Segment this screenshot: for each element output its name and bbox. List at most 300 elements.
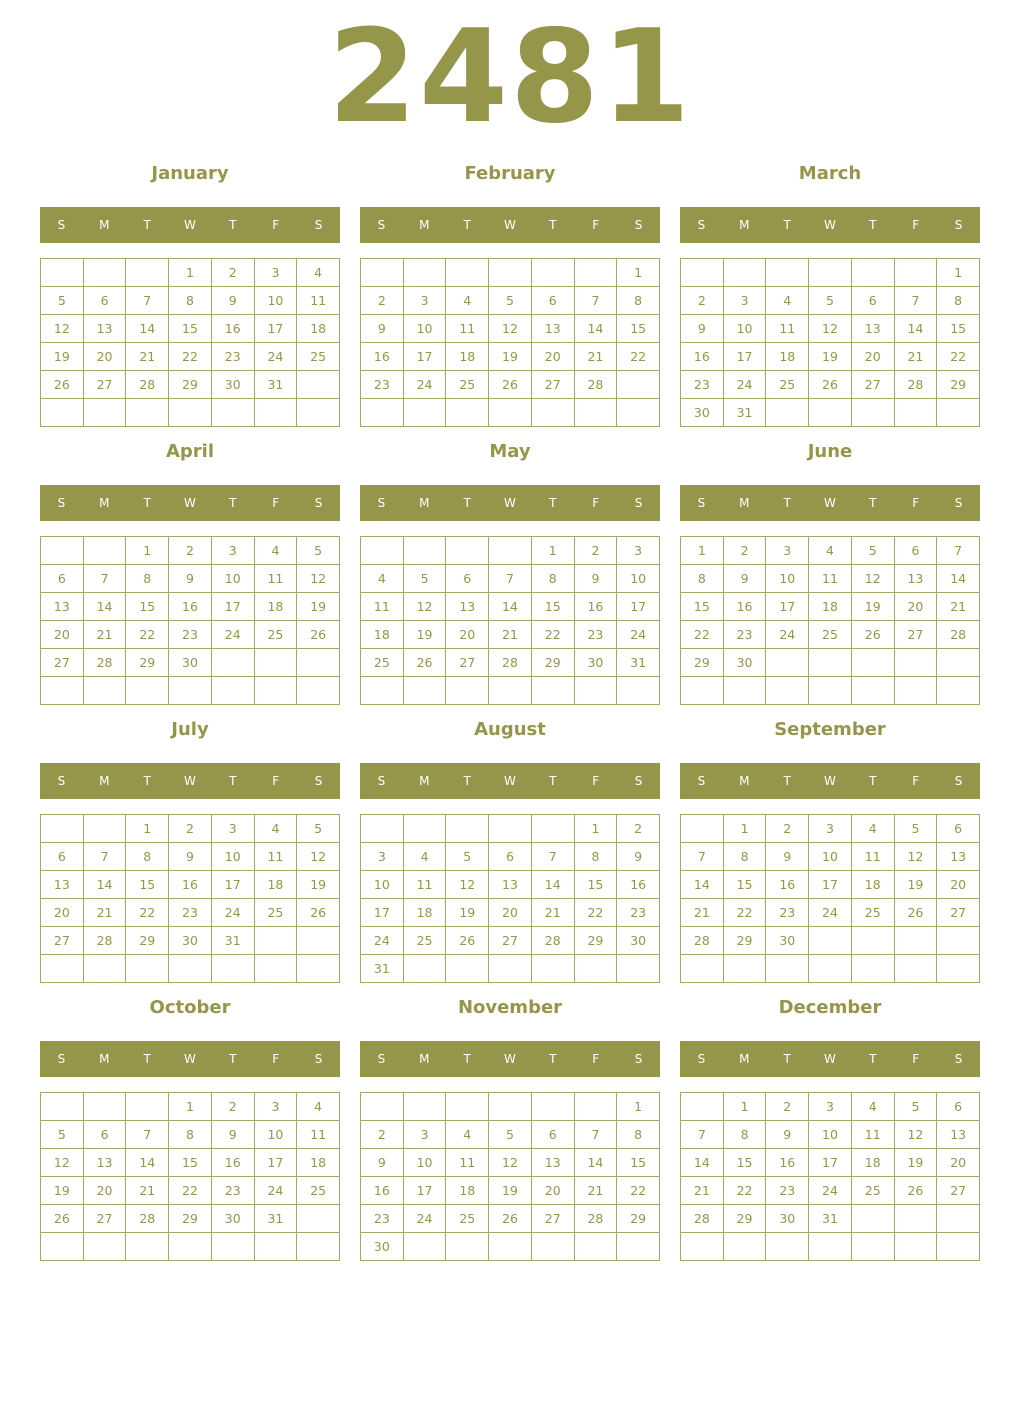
day-cell: 27 [84,1205,127,1233]
empty-day-cell [617,677,660,705]
day-cell: 5 [809,287,852,315]
empty-day-cell [212,1233,255,1261]
weekday-label: W [504,218,516,232]
empty-day-cell [297,927,340,955]
empty-day-cell [404,537,447,565]
day-cell: 13 [532,315,575,343]
day-cell: 3 [766,537,809,565]
day-cell: 30 [575,649,618,677]
weekday-label: T [463,774,471,788]
weekday-label: S [57,218,66,232]
weekday-label: M [739,1052,750,1066]
empty-day-cell [489,1233,532,1261]
month-name: June [807,441,853,462]
weekday-label: S [314,218,323,232]
day-cell: 23 [766,899,809,927]
day-cell: 16 [361,343,404,371]
empty-day-cell [681,677,724,705]
empty-day-cell [446,1233,489,1261]
day-cell: 3 [212,815,255,843]
day-cell: 21 [681,1177,724,1205]
weekday-label: T [229,1052,237,1066]
day-grid [680,1092,980,1261]
day-cell: 30 [617,927,660,955]
day-cell: 8 [169,287,212,315]
empty-day-cell [852,927,895,955]
day-cell: 12 [297,843,340,871]
day-cell: 27 [937,1177,980,1205]
day-cell: 9 [169,565,212,593]
day-cell: 7 [575,1121,618,1149]
weekday-header [360,1041,660,1077]
empty-day-cell [361,259,404,287]
day-cell: 27 [84,371,127,399]
day-cell: 19 [41,1177,84,1205]
empty-day-cell [255,677,298,705]
empty-day-cell [724,955,767,983]
month-name: July [171,719,209,740]
day-grid [360,1092,660,1261]
empty-day-cell [895,1233,938,1261]
day-cell: 14 [575,1149,618,1177]
day-cell: 5 [404,565,447,593]
empty-day-cell [532,955,575,983]
weekday-label: W [184,218,196,232]
month-august [360,708,660,978]
day-cell: 29 [126,649,169,677]
day-cell: 2 [575,537,618,565]
day-cell: 3 [361,843,404,871]
empty-day-cell [84,677,127,705]
day-cell: 20 [895,593,938,621]
day-cell: 14 [489,593,532,621]
day-cell: 30 [169,927,212,955]
empty-day-cell [212,649,255,677]
empty-day-cell [809,955,852,983]
empty-day-cell [895,927,938,955]
month-name: November [457,997,563,1018]
day-cell: 15 [575,871,618,899]
month-january [40,152,340,422]
day-cell: 12 [895,1121,938,1149]
weekday-label: S [954,496,963,510]
month-march [680,152,980,422]
day-cell: 10 [255,287,298,315]
day-grid [40,258,340,427]
day-cell: 25 [404,927,447,955]
day-cell: 10 [212,843,255,871]
empty-day-cell [575,955,618,983]
weekday-label: T [869,1052,877,1066]
day-cell: 5 [41,1121,84,1149]
day-cell: 19 [297,593,340,621]
day-cell: 6 [937,815,980,843]
month-name: September [774,719,886,740]
day-cell: 16 [766,1149,809,1177]
day-cell: 6 [84,287,127,315]
day-cell: 13 [937,1121,980,1149]
month-name: April [165,441,215,462]
month-name: December [778,997,882,1018]
day-cell: 26 [895,899,938,927]
empty-day-cell [809,927,852,955]
day-cell: 16 [724,593,767,621]
weekday-label: M [739,496,750,510]
day-cell: 7 [84,565,127,593]
day-cell: 30 [766,1205,809,1233]
day-cell: 13 [84,315,127,343]
empty-day-cell [126,1233,169,1261]
weekday-label: W [824,1052,836,1066]
day-cell: 31 [255,371,298,399]
day-cell: 23 [617,899,660,927]
day-cell: 30 [361,1233,404,1261]
day-grid [680,258,980,427]
day-cell: 28 [84,649,127,677]
day-cell: 24 [404,1205,447,1233]
day-cell: 18 [255,871,298,899]
day-cell: 27 [489,927,532,955]
day-cell: 1 [169,259,212,287]
day-cell: 9 [766,843,809,871]
day-cell: 15 [169,1149,212,1177]
empty-day-cell [575,677,618,705]
weekday-label: F [912,1052,920,1066]
empty-day-cell [489,399,532,427]
day-cell: 11 [446,315,489,343]
empty-day-cell [297,399,340,427]
empty-day-cell [766,259,809,287]
empty-day-cell [255,399,298,427]
day-cell: 5 [446,843,489,871]
day-cell: 20 [446,621,489,649]
weekday-header [360,207,660,243]
weekday-header [40,485,340,521]
day-cell: 7 [937,537,980,565]
day-cell: 20 [41,621,84,649]
day-cell: 11 [446,1149,489,1177]
day-cell: 1 [724,1093,767,1121]
empty-day-cell [446,955,489,983]
weekday-label: M [739,218,750,232]
day-cell: 4 [766,287,809,315]
empty-day-cell [169,677,212,705]
day-cell: 11 [361,593,404,621]
day-cell: 15 [617,1149,660,1177]
day-cell: 25 [852,1177,895,1205]
day-cell: 25 [297,343,340,371]
day-cell: 3 [724,287,767,315]
day-cell: 15 [532,593,575,621]
day-cell: 31 [724,399,767,427]
weekday-label: S [57,1052,66,1066]
weekday-label: M [739,774,750,788]
empty-day-cell [84,1233,127,1261]
day-cell: 10 [809,843,852,871]
weekday-label: T [143,1052,151,1066]
month-february [360,152,660,422]
weekday-header [680,1041,980,1077]
day-cell: 18 [255,593,298,621]
weekday-header [40,1041,340,1077]
day-cell: 31 [617,649,660,677]
day-cell: 3 [404,1121,447,1149]
day-cell: 31 [212,927,255,955]
weekday-label: T [549,218,557,232]
day-cell: 15 [169,315,212,343]
empty-day-cell [852,649,895,677]
empty-day-cell [255,1233,298,1261]
year-title: 2481 [327,3,693,152]
day-cell: 25 [766,371,809,399]
day-cell: 19 [895,871,938,899]
weekday-label: S [377,218,386,232]
empty-day-cell [937,927,980,955]
month-april [40,430,340,700]
day-cell: 17 [212,871,255,899]
empty-day-cell [895,649,938,677]
weekday-label: T [143,774,151,788]
day-cell: 31 [255,1205,298,1233]
day-cell: 6 [937,1093,980,1121]
day-cell: 4 [297,1093,340,1121]
day-cell: 2 [169,815,212,843]
empty-day-cell [681,259,724,287]
day-cell: 1 [126,815,169,843]
month-november [360,986,660,1256]
day-cell: 25 [255,899,298,927]
day-cell: 29 [617,1205,660,1233]
empty-day-cell [852,1205,895,1233]
day-cell: 8 [532,565,575,593]
day-cell: 22 [937,343,980,371]
weekday-label: S [634,496,643,510]
day-cell: 5 [852,537,895,565]
day-cell: 27 [41,927,84,955]
day-cell: 9 [361,1149,404,1177]
day-cell: 26 [404,649,447,677]
empty-day-cell [255,955,298,983]
weekday-label: T [783,1052,791,1066]
empty-day-cell [895,1205,938,1233]
day-grid [360,258,660,427]
empty-day-cell [575,399,618,427]
day-cell: 4 [255,815,298,843]
day-cell: 22 [724,1177,767,1205]
day-cell: 16 [575,593,618,621]
day-cell: 11 [255,843,298,871]
day-cell: 11 [297,1121,340,1149]
weekday-label: W [184,496,196,510]
day-cell: 4 [852,815,895,843]
weekday-label: T [549,774,557,788]
day-cell: 18 [446,1177,489,1205]
empty-day-cell [617,955,660,983]
day-cell: 9 [361,315,404,343]
day-cell: 13 [446,593,489,621]
weekday-label: T [549,1052,557,1066]
day-cell: 28 [532,927,575,955]
empty-day-cell [446,815,489,843]
day-cell: 9 [766,1121,809,1149]
empty-day-cell [937,1205,980,1233]
day-cell: 23 [169,621,212,649]
day-cell: 19 [41,343,84,371]
weekday-label: T [143,496,151,510]
empty-day-cell [852,259,895,287]
day-grid [680,536,980,705]
day-cell: 20 [852,343,895,371]
day-cell: 7 [126,1121,169,1149]
day-cell: 13 [489,871,532,899]
day-cell: 20 [489,899,532,927]
empty-day-cell [724,677,767,705]
month-october [40,986,340,1256]
empty-day-cell [617,1233,660,1261]
weekday-label: T [143,218,151,232]
day-cell: 26 [41,371,84,399]
day-cell: 25 [361,649,404,677]
weekday-label: T [463,218,471,232]
day-cell: 24 [617,621,660,649]
weekday-label: S [697,496,706,510]
weekday-header [40,763,340,799]
day-cell: 24 [361,927,404,955]
day-cell: 1 [937,259,980,287]
day-cell: 18 [404,899,447,927]
day-cell: 2 [212,1093,255,1121]
day-cell: 16 [212,1149,255,1177]
day-cell: 17 [361,899,404,927]
weekday-label: S [57,496,66,510]
weekday-header [680,485,980,521]
day-cell: 5 [489,1121,532,1149]
weekday-label: W [504,496,516,510]
day-cell: 7 [532,843,575,871]
day-cell: 15 [617,315,660,343]
day-cell: 1 [724,815,767,843]
day-cell: 12 [895,843,938,871]
empty-day-cell [126,259,169,287]
empty-day-cell [41,677,84,705]
day-cell: 3 [255,259,298,287]
day-cell: 9 [617,843,660,871]
day-cell: 1 [617,259,660,287]
day-cell: 8 [169,1121,212,1149]
day-cell: 8 [575,843,618,871]
empty-day-cell [404,955,447,983]
day-cell: 15 [126,871,169,899]
day-cell: 5 [489,287,532,315]
day-cell: 31 [809,1205,852,1233]
empty-day-cell [361,815,404,843]
day-cell: 17 [212,593,255,621]
empty-day-cell [489,815,532,843]
weekday-label: M [419,774,430,788]
weekday-label: F [592,218,600,232]
day-cell: 20 [532,1177,575,1205]
day-cell: 26 [852,621,895,649]
empty-day-cell [84,537,127,565]
weekday-label: S [314,1052,323,1066]
day-cell: 10 [809,1121,852,1149]
day-cell: 27 [852,371,895,399]
empty-day-cell [361,537,404,565]
weekday-label: W [824,774,836,788]
empty-day-cell [489,955,532,983]
day-cell: 27 [895,621,938,649]
empty-day-cell [489,259,532,287]
weekday-label: S [314,774,323,788]
day-cell: 13 [852,315,895,343]
day-cell: 14 [84,871,127,899]
weekday-label: T [229,218,237,232]
day-cell: 11 [852,1121,895,1149]
day-cell: 8 [126,843,169,871]
weekday-label: F [592,1052,600,1066]
day-cell: 28 [895,371,938,399]
day-cell: 25 [255,621,298,649]
day-cell: 28 [489,649,532,677]
empty-day-cell [937,649,980,677]
month-name: August [474,719,546,740]
empty-day-cell [169,1233,212,1261]
day-cell: 1 [532,537,575,565]
day-cell: 3 [617,537,660,565]
day-cell: 14 [126,1149,169,1177]
day-cell: 30 [724,649,767,677]
day-cell: 28 [575,371,618,399]
day-cell: 20 [937,871,980,899]
day-cell: 23 [212,343,255,371]
empty-day-cell [446,1093,489,1121]
day-cell: 4 [255,537,298,565]
day-cell: 3 [809,815,852,843]
weekday-label: M [99,218,110,232]
day-cell: 1 [575,815,618,843]
day-cell: 12 [809,315,852,343]
empty-day-cell [489,1093,532,1121]
day-cell: 28 [937,621,980,649]
day-cell: 18 [297,1149,340,1177]
day-cell: 12 [489,315,532,343]
day-cell: 8 [724,843,767,871]
day-cell: 9 [169,843,212,871]
day-cell: 9 [681,315,724,343]
empty-day-cell [575,259,618,287]
day-cell: 4 [809,537,852,565]
day-cell: 16 [212,315,255,343]
day-cell: 13 [895,565,938,593]
empty-day-cell [532,399,575,427]
weekday-label: W [184,774,196,788]
day-cell: 17 [404,1177,447,1205]
weekday-header [360,485,660,521]
day-cell: 24 [212,621,255,649]
empty-day-cell [126,677,169,705]
weekday-header [680,763,980,799]
day-cell: 28 [126,1205,169,1233]
weekday-label: M [419,1052,430,1066]
day-cell: 17 [255,1149,298,1177]
day-cell: 7 [681,1121,724,1149]
day-cell: 18 [809,593,852,621]
day-cell: 24 [404,371,447,399]
day-cell: 16 [169,593,212,621]
weekday-label: S [954,218,963,232]
day-cell: 11 [297,287,340,315]
empty-day-cell [681,815,724,843]
